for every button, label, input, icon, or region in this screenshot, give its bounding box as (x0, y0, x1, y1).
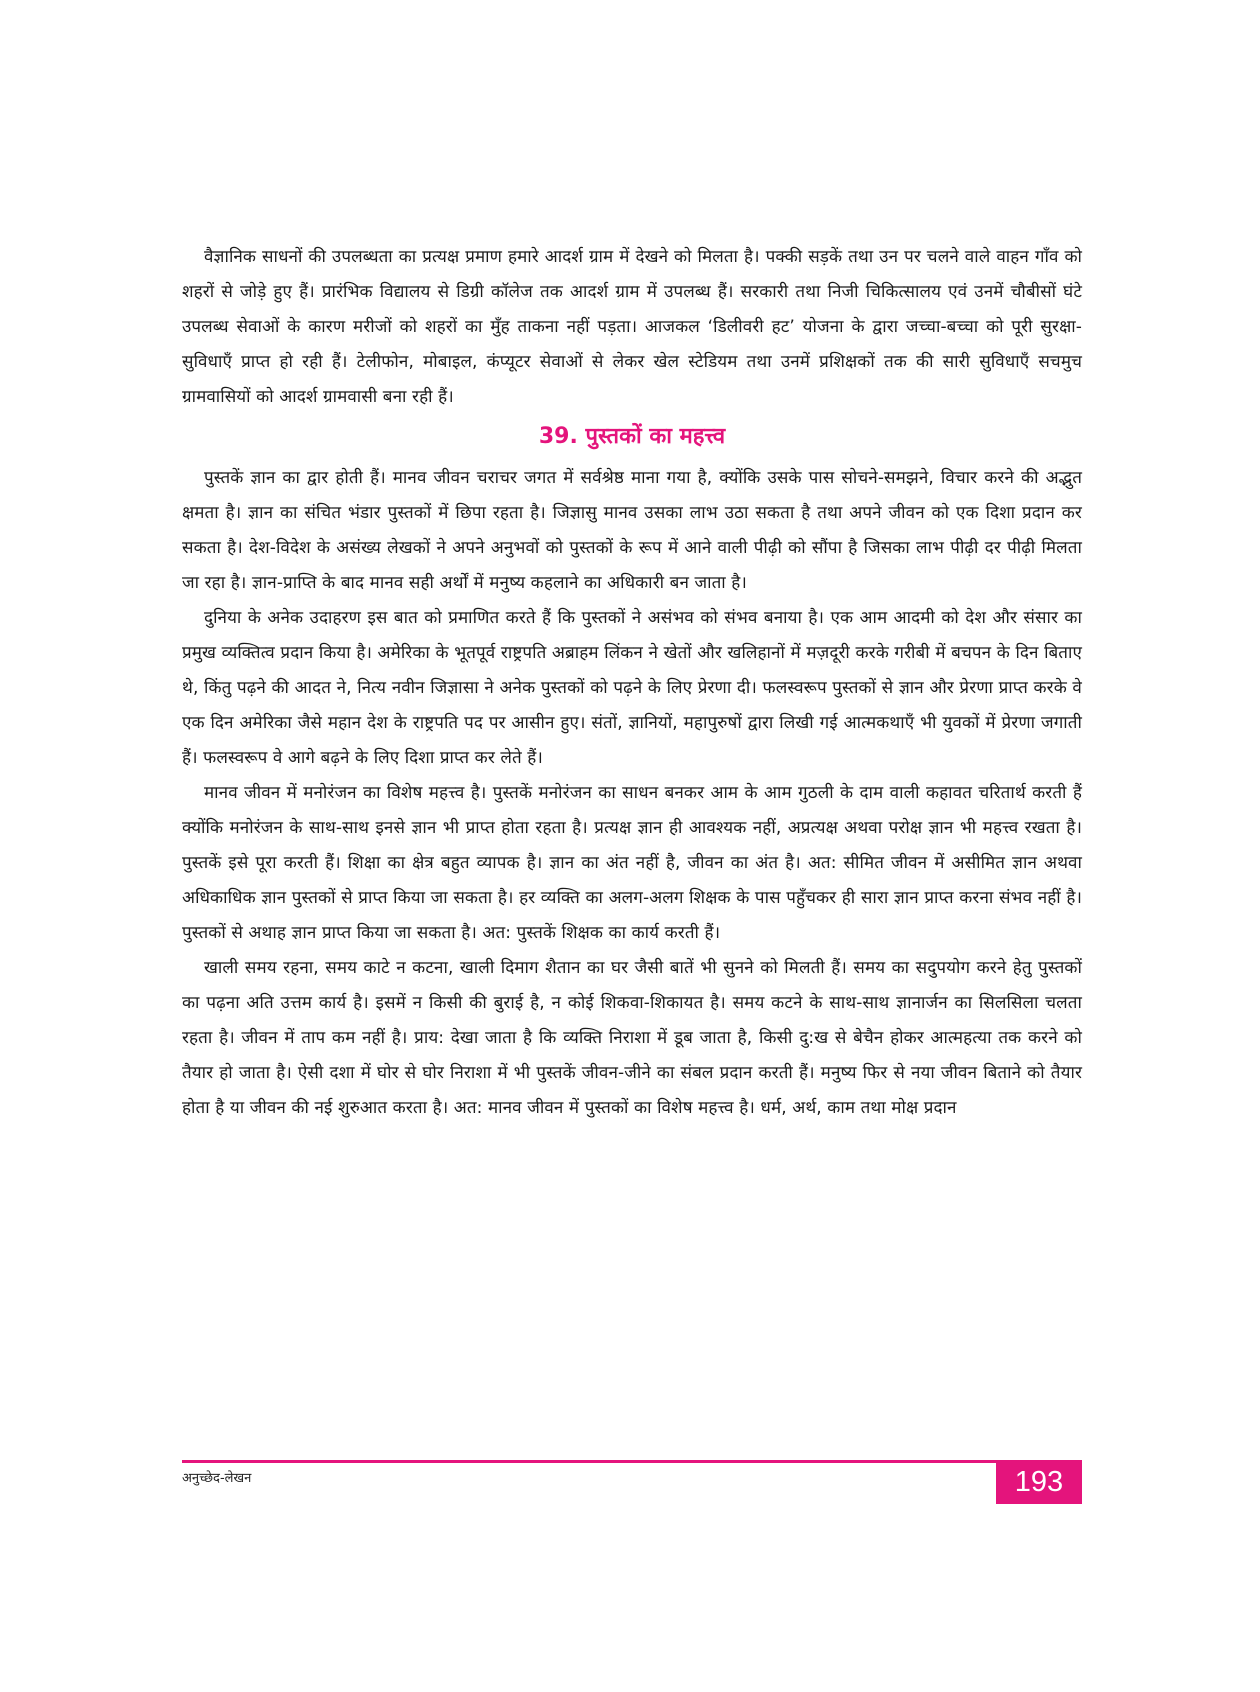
page-footer (182, 1460, 1082, 1500)
page-content (182, 240, 1082, 1126)
footer-divider (182, 1460, 1082, 1463)
paragraph-3: मानव जीवन में मनोरंजन का विशेष महत्त्व है। पुस्तकें मनोरंजन का साधन बनकर आम के आम गुठली के दाम वाली कहावत चरितार्थ करती हैं क्योंकि मनोरंजन के साथ-साथ इनसे ज्ञान भी प्राप्त होता रहता है। प्रत्यक्ष ज्ञान ही आवश्यक नहीं, अप्रत्यक्ष अथवा परोक्ष ज्ञान भी महत्त्व रखता है। पुस्तकें इसे पूरा करती हैं। शिक्षा का क्षेत्र बहुत व्यापक है। ज्ञान का अंत नहीं है, जीवन का अंत है। अत: सीमित जीवन में असीमित ज्ञान अथवा अधिकाधिक ज्ञान पुस्तकों से प्राप्त किया जा सकता है। हर व्यक्ति का अलग-अलग शिक्षक के पास पहुँचकर ही सारा ज्ञान प्राप्त करना संभव नहीं है। पुस्तकों से अथाह ज्ञान प्राप्त किया जा सकता है। अत: पुस्तकें शिक्षक का कार्य करती हैं। (182, 783, 1082, 943)
paragraph-2: दुनिया के अनेक उदाहरण इस बात को प्रमाणित करते हैं कि पुस्तकों ने असंभव को संभव बनाया है। एक आम आदमी को देश और संसार का प्रमुख व्यक्तित्व प्रदान किया है। अमेरिका के भूतपूर्व राष्ट्रपति अब्राहम लिंकन ने खेतों और खलिहानों में मज़दूरी करके गरीबी में बचपन के दिन बिताए थे, किंतु पढ़ने की आदत ने, नित्य नवीन जिज्ञासा ने अनेक पुस्तकों को पढ़ने के लिए प्रेरणा दी। फलस्वरूप पुस्तकों से ज्ञान और प्रेरणा प्राप्त करके वे एक दिन अमेरिका जैसे महान देश के राष्ट्रपति पद पर आसीन हुए। संतों, ज्ञानियों, महापुरुषों द्वारा लिखी गई आत्मकथाएँ भी युवकों में प्रेरणा जगाती हैं। फलस्वरूप वे आगे बढ़ने के लिए दिशा प्राप्त कर लेते हैं। (182, 608, 1082, 768)
paragraph-1: पुस्तकें ज्ञान का द्वार होती हैं। मानव जीवन चराचर जगत में सर्वश्रेष्ठ माना गया है, क्योंकि उसके पास सोचने-समझने, विचार करने की अद्भुत क्षमता है। ज्ञान का संचित भंडार पुस्तकों में छिपा रहता है। जिज्ञासु मानव उसका लाभ उठा सकता है तथा अपने जीवन को एक दिशा प्रदान कर सकता है। देश-विदेश के असंख्य लेखकों ने अपने अनुभवों को पुस्तकों के रूप में आने वाली पीढ़ी को सौंपा है जिसका लाभ पीढ़ी दर पीढ़ी मिलता जा रहा है। ज्ञान-प्राप्ति के बाद मानव सही अर्थों में मनुष्य कहलाने का अधिकारी बन जाता है। (182, 468, 1082, 593)
page-number-badge: 193 (996, 1460, 1082, 1504)
section-heading: 39. पुस्तकों का महत्त्व (538, 424, 726, 449)
paragraph-4: खाली समय रहना, समय काटे न कटना, खाली दिमाग शैतान का घर जैसी बातें भी सुनने को मिलती हैं। समय का सदुपयोग करने हेतु पुस्तकों का पढ़ना अति उत्तम कार्य है। इसमें न किसी की बुराई है, न कोई शिकवा-शिकायत है। समय कटने के साथ-साथ ज्ञानार्जन का सिलसिला चलता रहता है। जीवन में ताप कम नहीं है। प्राय: देखा जाता है कि व्यक्ति निराशा में डूब जाता है, किसी दु:ख से बेचैन होकर आत्महत्या तक करने को तैयार हो जाता है। ऐसी दशा में घोर से घोर निराशा में भी पुस्तकें जीवन-जीने का संबल प्रदान करती हैं। मनुष्य फिर से नया जीवन बिताने को तैयार होता है या जीवन की नई शुरुआत करता है। अत: मानव जीवन में पुस्तकों का विशेष महत्त्व है। धर्म, अर्थ, काम तथा मोक्ष प्रदान (182, 958, 1083, 1118)
footer-section-label: अनुच्छेद-लेखन (182, 1471, 252, 1486)
intro-paragraph: वैज्ञानिक साधनों की उपलब्धता का प्रत्यक्ष प्रमाण हमारे आदर्श ग्राम में देखने को मिलता है। पक्की सड़कें तथा उन पर चलने वाले वाहन गाँव को शहरों से जोड़े हुए हैं। प्रारंभिक विद्यालय से डिग्री कॉलेज तक आदर्श ग्राम में उपलब्ध हैं। सरकारी तथा निजी चिकित्सालय एवं उनमें चौबीसों घंटे उपलब्ध सेवाओं के कारण मरीजों को शहरों का मुँह ताकना नहीं पड़ता। आजकल ‘डिलीवरी हट’ योजना के द्वारा जच्चा-बच्चा को पूरी सुरक्षा-सुविधाएँ प्राप्त हो रही हैं। टेलीफोन, मोबाइल, कंप्यूटर सेवाओं से लेकर खेल स्टेडियम तथा उनमें प्रशिक्षकों तक की सारी सुविधाएँ सचमुच ग्रामवासियों को आदर्श ग्रामवासी बना रही हैं। (182, 247, 1082, 407)
